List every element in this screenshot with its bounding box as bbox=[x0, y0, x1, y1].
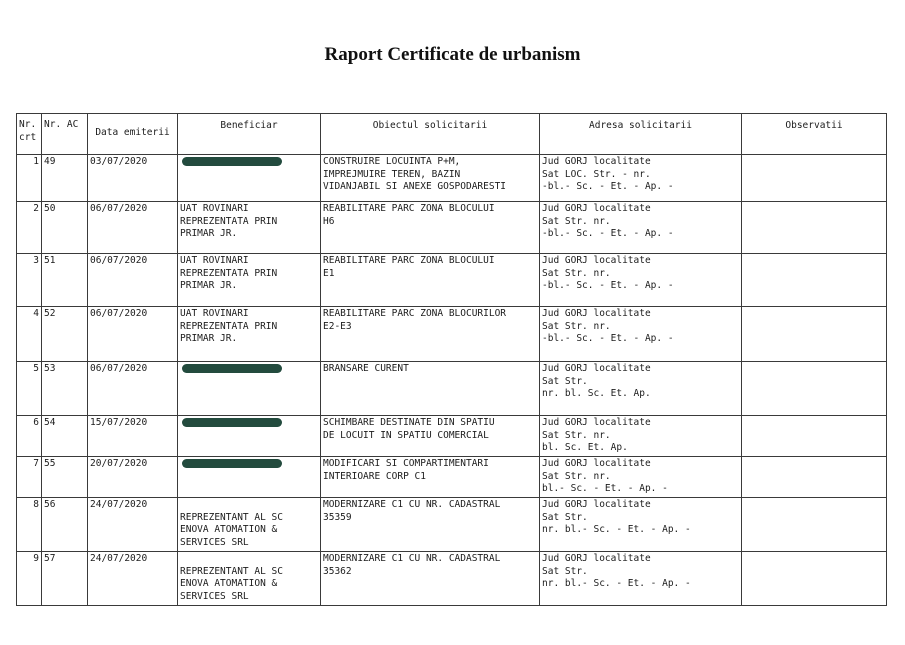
cell-obiect: REABILITARE PARC ZONA BLOCULUI H6 bbox=[321, 202, 540, 254]
col-header-adresa: Adresa solicitarii bbox=[540, 114, 742, 155]
col-header-nr-crt: Nr. crt bbox=[17, 114, 42, 155]
cell-adresa: Jud GORJ localitate Sat Str. nr. bl. Sc. Et. Ap. bbox=[540, 362, 742, 416]
table-row bbox=[17, 552, 887, 606]
cell-beneficiar: REPREZENTANT AL SC ENOVA ATOMATION & SERVICES SRL bbox=[178, 552, 321, 606]
redaction-mark bbox=[182, 157, 282, 166]
cell-observatii bbox=[742, 202, 887, 254]
cell-obiect: MODERNIZARE C1 CU NR. CADASTRAL 35362 bbox=[321, 552, 540, 606]
cell-beneficiar: REPREZENTANT AL SC ENOVA ATOMATION & SERVICES SRL bbox=[178, 498, 321, 552]
cell-nr-crt: 5 bbox=[17, 362, 42, 416]
cell-beneficiar bbox=[178, 416, 321, 457]
cell-beneficiar: UAT ROVINARI REPREZENTATA PRIN PRIMAR JR. bbox=[178, 307, 321, 362]
cell-obiect: CONSTRUIRE LOCUINTA P+M, IMPREJMUIRE TEREN, BAZIN VIDANJABIL SI ANEXE GOSPODARESTI bbox=[321, 155, 540, 202]
cell-observatii bbox=[742, 552, 887, 606]
cell-nr-crt: 7 bbox=[17, 457, 42, 498]
table-row bbox=[17, 155, 887, 202]
cell-data: 24/07/2020 bbox=[88, 552, 178, 606]
table-row bbox=[17, 254, 887, 307]
cell-data: 06/07/2020 bbox=[88, 307, 178, 362]
col-header-observatii: Observatii bbox=[742, 114, 887, 155]
report-title: Raport Certificate de urbanism bbox=[324, 44, 581, 65]
cell-nr-crt: 9 bbox=[17, 552, 42, 606]
cell-adresa: Jud GORJ localitate Sat Str. nr. bl.- Sc. - Et. - Ap. - bbox=[540, 498, 742, 552]
cell-data: 06/07/2020 bbox=[88, 202, 178, 254]
cell-observatii bbox=[742, 254, 887, 307]
col-header-data: Data emiterii bbox=[88, 114, 178, 155]
cell-adresa: Jud GORJ localitate Sat LOC. Str. - nr. -bl.- Sc. - Et. - Ap. - bbox=[540, 155, 742, 202]
cell-beneficiar bbox=[178, 457, 321, 498]
certificates-table bbox=[16, 113, 887, 606]
cell-obiect: REABILITARE PARC ZONA BLOCULUI E1 bbox=[321, 254, 540, 307]
cell-adresa: Jud GORJ localitate Sat Str. nr. -bl.- Sc. - Et. - Ap. - bbox=[540, 202, 742, 254]
cell-data: 24/07/2020 bbox=[88, 498, 178, 552]
cell-data: 06/07/2020 bbox=[88, 254, 178, 307]
col-header-obiect: Obiectul solicitarii bbox=[321, 114, 540, 155]
cell-data: 15/07/2020 bbox=[88, 416, 178, 457]
cell-data: 06/07/2020 bbox=[88, 362, 178, 416]
cell-observatii bbox=[742, 362, 887, 416]
cell-data: 03/07/2020 bbox=[88, 155, 178, 202]
cell-nr-ac: 50 bbox=[42, 202, 88, 254]
table-row bbox=[17, 362, 887, 416]
col-header-beneficiar: Beneficiar bbox=[178, 114, 321, 155]
table-row bbox=[17, 416, 887, 457]
cell-adresa: Jud GORJ localitate Sat Str. nr. bl. Sc. Et. Ap. bbox=[540, 416, 742, 457]
redaction-mark bbox=[182, 459, 282, 468]
cell-beneficiar: UAT ROVINARI REPREZENTATA PRIN PRIMAR JR. bbox=[178, 202, 321, 254]
table-row bbox=[17, 307, 887, 362]
cell-nr-ac: 57 bbox=[42, 552, 88, 606]
cell-nr-ac: 55 bbox=[42, 457, 88, 498]
cell-obiect: BRANSARE CURENT bbox=[321, 362, 540, 416]
table-header-row bbox=[17, 114, 887, 155]
cell-nr-crt: 6 bbox=[17, 416, 42, 457]
cell-observatii bbox=[742, 457, 887, 498]
cell-obiect: MODIFICARI SI COMPARTIMENTARI INTERIOARE CORP C1 bbox=[321, 457, 540, 498]
cell-observatii bbox=[742, 416, 887, 457]
cell-nr-crt: 1 bbox=[17, 155, 42, 202]
cell-nr-ac: 53 bbox=[42, 362, 88, 416]
cell-nr-ac: 51 bbox=[42, 254, 88, 307]
cell-observatii bbox=[742, 498, 887, 552]
redaction-mark bbox=[182, 364, 282, 373]
cell-data: 20/07/2020 bbox=[88, 457, 178, 498]
col-header-nr-ac: Nr. AC bbox=[42, 114, 88, 155]
cell-nr-ac: 52 bbox=[42, 307, 88, 362]
cell-nr-crt: 8 bbox=[17, 498, 42, 552]
cell-beneficiar bbox=[178, 155, 321, 202]
cell-adresa: Jud GORJ localitate Sat Str. nr. -bl.- Sc. - Et. - Ap. - bbox=[540, 254, 742, 307]
table-row bbox=[17, 202, 887, 254]
cell-adresa: Jud GORJ localitate Sat Str. nr. bl.- Sc. - Et. - Ap. - bbox=[540, 552, 742, 606]
cell-obiect: SCHIMBARE DESTINATE DIN SPATIU DE LOCUIT IN SPATIU COMERCIAL bbox=[321, 416, 540, 457]
cell-adresa: Jud GORJ localitate Sat Str. nr. -bl.- Sc. - Et. - Ap. - bbox=[540, 307, 742, 362]
cell-nr-ac: 49 bbox=[42, 155, 88, 202]
cell-nr-crt: 2 bbox=[17, 202, 42, 254]
redaction-mark bbox=[182, 418, 282, 427]
table-row bbox=[17, 457, 887, 498]
cell-nr-ac: 54 bbox=[42, 416, 88, 457]
cell-nr-ac: 56 bbox=[42, 498, 88, 552]
cell-observatii bbox=[742, 155, 887, 202]
cell-observatii bbox=[742, 307, 887, 362]
cell-beneficiar: UAT ROVINARI REPREZENTATA PRIN PRIMAR JR. bbox=[178, 254, 321, 307]
cell-adresa: Jud GORJ localitate Sat Str. nr. bl.- Sc. - Et. - Ap. - bbox=[540, 457, 742, 498]
cell-beneficiar bbox=[178, 362, 321, 416]
table-row bbox=[17, 498, 887, 552]
cell-obiect: MODERNIZARE C1 CU NR. CADASTRAL 35359 bbox=[321, 498, 540, 552]
cell-nr-crt: 3 bbox=[17, 254, 42, 307]
cell-obiect: REABILITARE PARC ZONA BLOCURILOR E2-E3 bbox=[321, 307, 540, 362]
cell-nr-crt: 4 bbox=[17, 307, 42, 362]
